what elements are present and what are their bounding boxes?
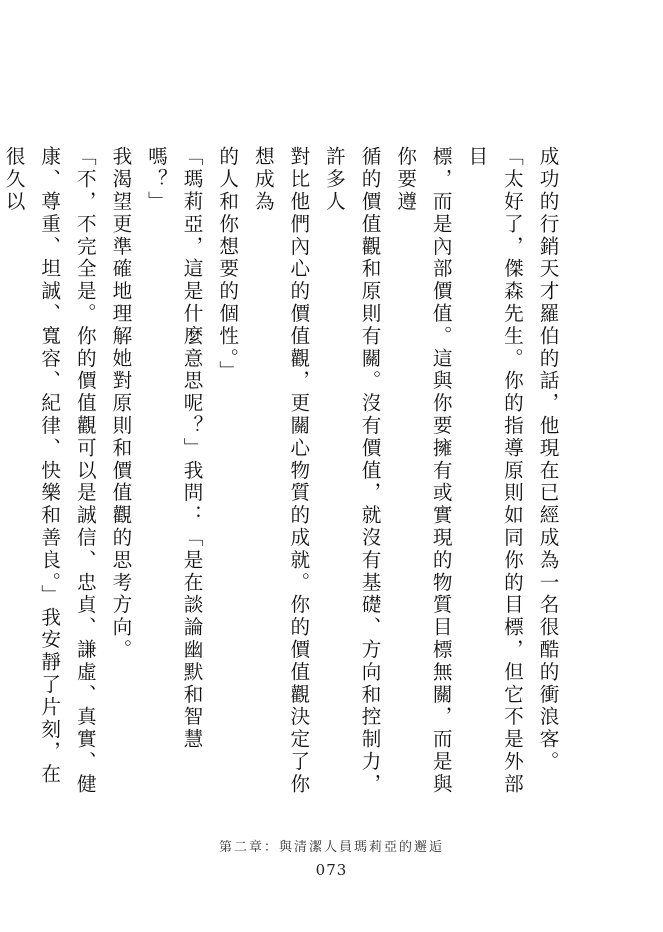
text-line: 「太好了，傑森先生。你的指導原則如同你的目標，但它不是外部目	[464, 146, 524, 796]
text-line: 標，而是內部價值。這與你要擁有或實現的物質目標無關，而是與你要遵	[393, 146, 453, 796]
text-line: 成功的行銷天才羅伯的話，他現在已經成為一名很酷的衝浪客。	[536, 146, 559, 774]
vertical-body-text	[0, 146, 565, 806]
text-line: 「瑪莉亞，這是什麼意思呢？」我問：「是在談論幽默和智慧嗎？」	[144, 146, 204, 751]
text-line: 的人和你想要的個性。」	[215, 146, 239, 383]
text-line: 我渴望更準確地理解她對原則和價值觀的思考方向。	[108, 146, 132, 662]
text-line: 「不，不完全是。你的價值觀可以是誠信、忠貞、謙虛、真實、健	[73, 146, 97, 796]
chapter-title: 第二章：與清潔人員瑪莉亞的邂逅	[218, 840, 444, 855]
text-line: 康、尊重、坦誠、寬容、紀律、快樂和善良。」我安靜了片刻，在很久以	[2, 146, 61, 786]
page-number: 073	[315, 861, 348, 879]
text-line: 對比他們內心的價值觀，更關心物質的成就。你的價值觀決定了你想成為	[251, 146, 310, 796]
text-line: 循的價值觀和原則有關。沒有價值，就沒有基礎、方向和控制力，許多人	[322, 146, 382, 796]
